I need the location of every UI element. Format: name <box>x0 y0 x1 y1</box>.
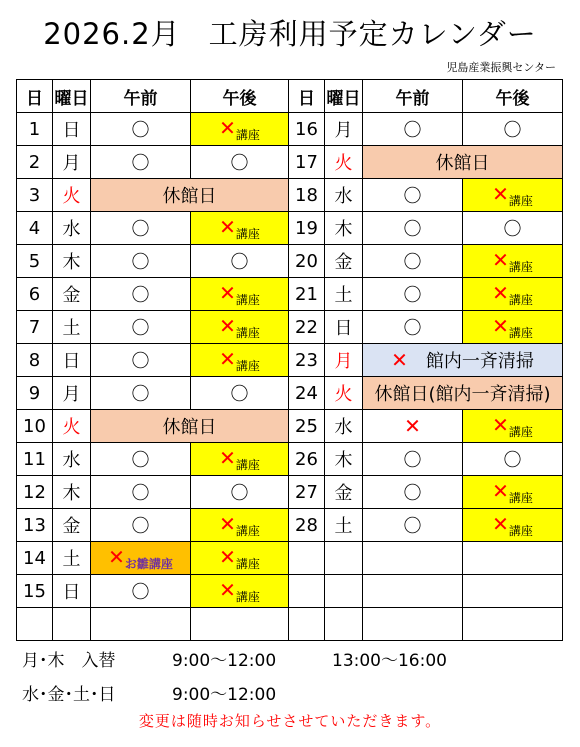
day-number: 9 <box>17 377 53 410</box>
weekday: 水 <box>53 212 91 245</box>
open-mark: 〇 <box>403 450 422 471</box>
weekday: 木 <box>325 443 363 476</box>
page-title <box>0 12 580 53</box>
empty-cell <box>325 575 363 608</box>
organization-name: 児島産業振興センター <box>446 61 556 74</box>
day-number: 7 <box>17 311 53 344</box>
cross-icon: ✕ <box>492 511 509 536</box>
lecture-label: 講座 <box>508 523 533 538</box>
lecture-label: 講座 <box>235 226 260 241</box>
cross-icon: ✕ <box>219 280 236 305</box>
pm-slot <box>191 212 289 245</box>
am-slot <box>91 344 191 377</box>
day-number: 21 <box>289 278 325 311</box>
closed-cell: 休館日 <box>91 410 289 443</box>
hours-time-pm: 13:00～16:00 <box>332 651 447 671</box>
header-pm: 午後 <box>191 80 289 113</box>
open-mark: 〇 <box>131 582 150 603</box>
open-mark: 〇 <box>503 450 522 471</box>
header-am: 午前 <box>363 80 463 113</box>
am-slot <box>91 575 191 608</box>
am-slot <box>363 410 463 443</box>
header-pm: 午後 <box>463 80 563 113</box>
cross-icon: ✕ <box>404 414 421 438</box>
calendar-row <box>17 509 563 542</box>
cross-icon: ✕ <box>219 445 236 470</box>
empty-cell <box>289 575 325 608</box>
weekday: 土 <box>53 311 91 344</box>
day-number: 17 <box>289 146 325 179</box>
calendar-table <box>16 79 563 641</box>
weekday: 火 <box>53 410 91 443</box>
header-weekday: 曜日 <box>53 80 91 113</box>
empty-cell <box>191 608 289 641</box>
weekday: 金 <box>325 476 363 509</box>
lecture-label: 講座 <box>235 556 260 571</box>
am-slot <box>363 311 463 344</box>
cross-icon: ✕ <box>219 346 236 371</box>
pm-slot <box>191 278 289 311</box>
open-mark: 〇 <box>131 153 150 174</box>
open-mark: 〇 <box>131 252 150 273</box>
day-number: 6 <box>17 278 53 311</box>
lecture-label: 講座 <box>508 292 533 307</box>
empty-cell <box>53 608 91 641</box>
day-number: 11 <box>17 443 53 476</box>
calendar-row <box>17 146 563 179</box>
pm-slot <box>463 278 563 311</box>
hours-row-1 <box>22 646 447 671</box>
empty-cell <box>363 542 463 575</box>
cross-icon: ✕ <box>492 181 509 206</box>
day-number: 18 <box>289 179 325 212</box>
open-mark: 〇 <box>403 285 422 306</box>
weekday: 日 <box>53 113 91 146</box>
day-number: 28 <box>289 509 325 542</box>
am-slot <box>363 113 463 146</box>
day-number: 4 <box>17 212 53 245</box>
cross-icon: ✕ <box>492 247 509 272</box>
title-month: 2026.2月 <box>43 17 181 51</box>
pm-slot <box>191 542 289 575</box>
pm-slot <box>463 212 563 245</box>
header-day: 日 <box>289 80 325 113</box>
am-slot <box>363 476 463 509</box>
day-number: 3 <box>17 179 53 212</box>
day-number: 15 <box>17 575 53 608</box>
weekday: 火 <box>53 179 91 212</box>
calendar-row <box>17 245 563 278</box>
am-slot <box>91 146 191 179</box>
lecture-label: 講座 <box>235 457 260 472</box>
pm-slot <box>191 146 289 179</box>
day-number: 19 <box>289 212 325 245</box>
hours-days: 月･木 入替 <box>22 651 116 671</box>
pm-slot <box>463 179 563 212</box>
am-slot <box>363 278 463 311</box>
open-mark: 〇 <box>131 384 150 405</box>
calendar-header-row <box>17 80 563 113</box>
empty-cell <box>463 542 563 575</box>
empty-cell <box>325 608 363 641</box>
hours-days: 水･金･土･日 <box>22 685 116 705</box>
weekday: 月 <box>325 113 363 146</box>
open-mark: 〇 <box>503 120 522 141</box>
weekday: 日 <box>53 575 91 608</box>
am-slot <box>363 509 463 542</box>
am-slot <box>363 443 463 476</box>
pm-slot <box>191 377 289 410</box>
open-mark: 〇 <box>403 120 422 141</box>
weekday: 月 <box>325 344 363 377</box>
pm-slot <box>463 476 563 509</box>
calendar-row <box>17 113 563 146</box>
weekday: 日 <box>325 311 363 344</box>
am-slot <box>91 113 191 146</box>
pm-slot <box>191 509 289 542</box>
am-slot <box>91 476 191 509</box>
lecture-label: 講座 <box>508 325 533 340</box>
day-number: 12 <box>17 476 53 509</box>
cross-icon: ✕ <box>492 412 509 437</box>
header-weekday: 曜日 <box>325 80 363 113</box>
cross-icon: ✕ <box>108 544 125 569</box>
lecture-label: 講座 <box>235 589 260 604</box>
open-mark: 〇 <box>403 186 422 207</box>
pm-slot <box>191 443 289 476</box>
open-mark: 〇 <box>230 483 249 504</box>
day-number: 10 <box>17 410 53 443</box>
title-text: 工房利用予定カレンダー <box>208 17 537 51</box>
pm-slot <box>463 311 563 344</box>
weekday: 金 <box>325 245 363 278</box>
weekday: 火 <box>325 146 363 179</box>
empty-cell <box>363 575 463 608</box>
lecture-label: 講座 <box>235 523 260 538</box>
calendar-row <box>17 542 563 575</box>
calendar-row <box>17 278 563 311</box>
open-mark: 〇 <box>403 483 422 504</box>
calendar-row <box>17 311 563 344</box>
cross-icon: ✕ <box>219 214 236 239</box>
hours-time-am: 9:00～12:00 <box>172 651 277 671</box>
pm-slot <box>191 344 289 377</box>
am-slot <box>363 212 463 245</box>
am-slot <box>91 278 191 311</box>
am-slot <box>363 245 463 278</box>
open-mark: 〇 <box>131 450 150 471</box>
open-mark: 〇 <box>131 285 150 306</box>
calendar-row <box>17 344 563 377</box>
am-slot <box>91 311 191 344</box>
lecture-label: 講座 <box>508 490 533 505</box>
day-number: 13 <box>17 509 53 542</box>
closed-cell: 休館日 <box>363 146 563 179</box>
weekday: 土 <box>325 278 363 311</box>
open-mark: 〇 <box>131 351 150 372</box>
open-mark: 〇 <box>403 318 422 339</box>
cross-icon: ✕ <box>492 478 509 503</box>
weekday: 火 <box>325 377 363 410</box>
weekday: 土 <box>325 509 363 542</box>
weekday: 土 <box>53 542 91 575</box>
am-slot <box>363 179 463 212</box>
empty-cell <box>289 608 325 641</box>
pm-slot <box>463 509 563 542</box>
closed-cell: 休館日 <box>91 179 289 212</box>
calendar-row <box>17 179 563 212</box>
notice-text: 変更は随時お知らせさせていただきます。 <box>138 712 442 730</box>
pm-slot <box>463 443 563 476</box>
weekday: 木 <box>53 245 91 278</box>
pm-slot <box>191 311 289 344</box>
open-mark: 〇 <box>403 219 422 240</box>
calendar-row <box>17 608 563 641</box>
day-number: 23 <box>289 344 325 377</box>
empty-cell <box>289 542 325 575</box>
open-mark: 〇 <box>230 384 249 405</box>
open-mark: 〇 <box>403 252 422 273</box>
calendar-row <box>17 575 563 608</box>
hours-row-2 <box>22 680 332 705</box>
lecture-label: 講座 <box>235 325 260 340</box>
hours-time-am: 9:00～12:00 <box>172 685 277 705</box>
lecture-label: 講座 <box>508 259 533 274</box>
day-number: 24 <box>289 377 325 410</box>
weekday: 水 <box>325 179 363 212</box>
weekday: 日 <box>53 344 91 377</box>
lecture-label: 講座 <box>235 292 260 307</box>
pm-slot <box>191 476 289 509</box>
day-number: 20 <box>289 245 325 278</box>
am-slot <box>91 377 191 410</box>
weekday: 金 <box>53 278 91 311</box>
open-mark: 〇 <box>230 252 249 273</box>
open-mark: 〇 <box>131 516 150 537</box>
cleaning-label: 館内一斉清掃 <box>425 351 534 372</box>
header-day: 日 <box>17 80 53 113</box>
pm-slot <box>191 245 289 278</box>
closed-cleaning-cell: 休館日(館内一斉清掃) <box>363 377 563 410</box>
day-number: 1 <box>17 113 53 146</box>
empty-cell <box>325 542 363 575</box>
lecture-label: 講座 <box>508 424 533 439</box>
cross-icon: ✕ <box>219 115 236 140</box>
am-slot <box>91 443 191 476</box>
day-number: 2 <box>17 146 53 179</box>
pm-slot <box>463 245 563 278</box>
calendar-row <box>17 212 563 245</box>
weekday: 月 <box>53 377 91 410</box>
open-mark: 〇 <box>131 483 150 504</box>
calendar-row <box>17 377 563 410</box>
calendar-row <box>17 410 563 443</box>
empty-cell <box>91 608 191 641</box>
day-number: 8 <box>17 344 53 377</box>
day-number: 27 <box>289 476 325 509</box>
calendar-row <box>17 476 563 509</box>
empty-cell <box>463 608 563 641</box>
am-slot <box>91 212 191 245</box>
pm-slot <box>463 410 563 443</box>
day-number: 5 <box>17 245 53 278</box>
pm-slot <box>463 113 563 146</box>
am-slot <box>91 509 191 542</box>
weekday: 水 <box>53 443 91 476</box>
weekday: 月 <box>53 146 91 179</box>
pm-slot <box>191 113 289 146</box>
weekday: 金 <box>53 509 91 542</box>
cleaning-cell <box>363 344 563 377</box>
lecture-label: 講座 <box>508 193 533 208</box>
empty-cell <box>363 608 463 641</box>
day-number: 14 <box>17 542 53 575</box>
weekday: 水 <box>325 410 363 443</box>
cross-icon: ✕ <box>219 313 236 338</box>
open-mark: 〇 <box>131 219 150 240</box>
lecture-label: 講座 <box>235 127 260 142</box>
day-number: 22 <box>289 311 325 344</box>
cross-icon: ✕ <box>219 511 236 536</box>
cross-icon: ✕ <box>219 544 236 569</box>
day-number: 16 <box>289 113 325 146</box>
am-slot <box>91 245 191 278</box>
day-number: 25 <box>289 410 325 443</box>
open-mark: 〇 <box>230 153 249 174</box>
cross-icon: ✕ <box>492 280 509 305</box>
empty-cell <box>17 608 53 641</box>
empty-cell <box>463 575 563 608</box>
open-mark: 〇 <box>403 516 422 537</box>
cross-icon: ✕ <box>391 348 408 372</box>
day-number: 26 <box>289 443 325 476</box>
weekday: 木 <box>325 212 363 245</box>
weekday: 木 <box>53 476 91 509</box>
pm-slot <box>191 575 289 608</box>
open-mark: 〇 <box>131 318 150 339</box>
calendar-row <box>17 443 563 476</box>
hina-lecture-label: お雛講座 <box>124 556 173 571</box>
lecture-label: 講座 <box>235 358 260 373</box>
open-mark: 〇 <box>503 219 522 240</box>
cross-icon: ✕ <box>492 313 509 338</box>
header-am: 午前 <box>91 80 191 113</box>
open-mark: 〇 <box>131 120 150 141</box>
cross-icon: ✕ <box>219 577 236 602</box>
am-slot <box>91 542 191 575</box>
